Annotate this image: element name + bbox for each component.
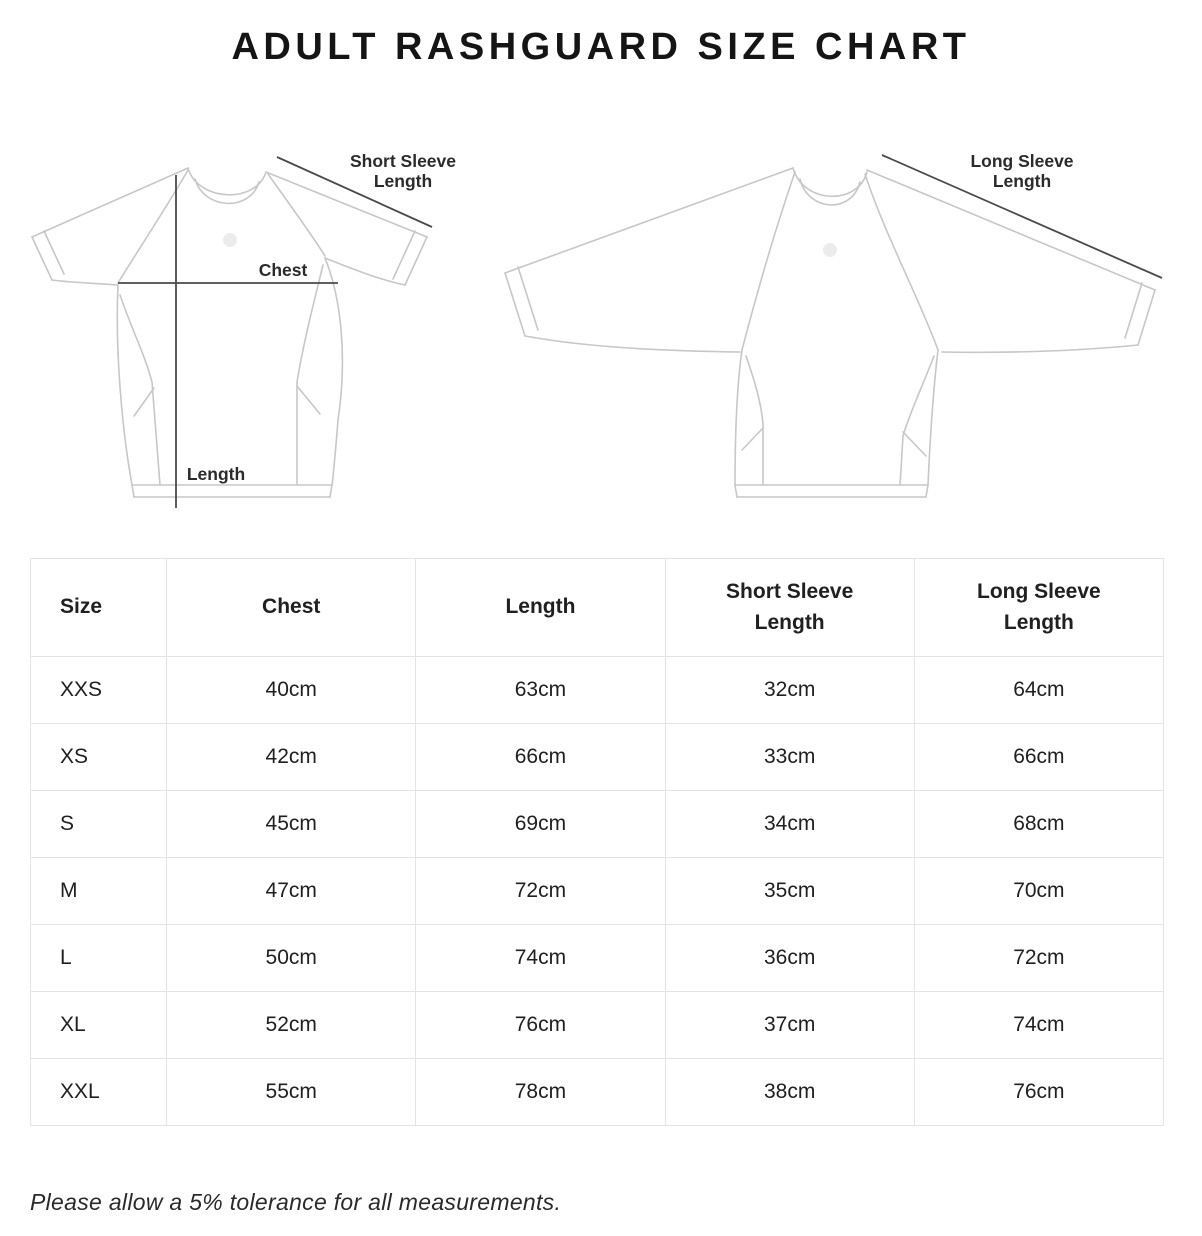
chest-cell: 55cm: [167, 1059, 416, 1126]
size-cell: M: [31, 858, 167, 925]
header-short-sleeve-length: Short Sleeve Length: [665, 559, 914, 657]
short-sleeve-cell: 33cm: [665, 724, 914, 791]
short-sleeve-cell: 35cm: [665, 858, 914, 925]
short-sleeve-measurements: [118, 151, 456, 508]
table-row: [31, 925, 1164, 992]
chest-label: Chest: [258, 260, 308, 280]
table-row: [31, 1059, 1164, 1126]
short-sleeve-length-label-line2: Length: [373, 171, 433, 191]
short-sleeve-shirt-outline: [32, 168, 427, 497]
length-label: Length: [186, 464, 246, 484]
long-sleeve-cell: 66cm: [914, 724, 1163, 791]
long-sleeve-length-label-line2: Length: [992, 171, 1052, 191]
tolerance-footnote: Please allow a 5% tolerance for all measurements.: [30, 1189, 562, 1215]
long-sleeve-cell: 70cm: [914, 858, 1163, 925]
long-sleeve-cell: 76cm: [914, 1059, 1163, 1126]
length-cell: 78cm: [416, 1059, 665, 1126]
long-sleeve-cell: 74cm: [914, 992, 1163, 1059]
table-row: [31, 657, 1164, 724]
header-chest: Chest: [167, 559, 416, 657]
length-cell: 74cm: [416, 925, 665, 992]
short-sleeve-length-label-line1: Short Sleeve: [349, 151, 457, 171]
long-sleeve-shirt-diagram: [490, 140, 1190, 515]
table-row: [31, 791, 1164, 858]
length-cell: 63cm: [416, 657, 665, 724]
long-sleeve-cell: 68cm: [914, 791, 1163, 858]
chest-logo-mark: [823, 243, 837, 257]
size-cell: L: [31, 925, 167, 992]
length-cell: 76cm: [416, 992, 665, 1059]
table-row: [31, 724, 1164, 791]
header-length: Length: [416, 559, 665, 657]
length-cell: 66cm: [416, 724, 665, 791]
table-header-row: [31, 559, 1164, 657]
chest-logo-mark: [223, 233, 237, 247]
short-sleeve-cell: 32cm: [665, 657, 914, 724]
long-sleeve-shirt-outline: [505, 168, 1155, 497]
header-long-sleeve-length: Long Sleeve Length: [914, 559, 1163, 657]
size-cell: XXS: [31, 657, 167, 724]
long-sleeve-cell: 64cm: [914, 657, 1163, 724]
garment-diagrams: [0, 140, 1202, 515]
chest-cell: 52cm: [167, 992, 416, 1059]
table-row: [31, 858, 1164, 925]
short-sleeve-cell: 38cm: [665, 1059, 914, 1126]
length-cell: 72cm: [416, 858, 665, 925]
long-sleeve-cell: 72cm: [914, 925, 1163, 992]
size-chart-table: [30, 558, 1164, 1126]
size-cell: S: [31, 791, 167, 858]
long-sleeve-length-label-line1: Long Sleeve: [970, 151, 1074, 171]
page-title: ADULT RASHGUARD SIZE CHART: [231, 26, 971, 68]
short-sleeve-cell: 34cm: [665, 791, 914, 858]
chest-cell: 40cm: [167, 657, 416, 724]
header-size: Size: [31, 559, 167, 657]
chest-cell: 50cm: [167, 925, 416, 992]
length-cell: 69cm: [416, 791, 665, 858]
size-cell: XS: [31, 724, 167, 791]
size-cell: XXL: [31, 1059, 167, 1126]
chest-cell: 47cm: [167, 858, 416, 925]
short-sleeve-cell: 37cm: [665, 992, 914, 1059]
chest-cell: 42cm: [167, 724, 416, 791]
table-row: [31, 992, 1164, 1059]
short-sleeve-shirt-diagram: [20, 140, 460, 515]
long-sleeve-measurements: [882, 151, 1162, 278]
short-sleeve-cell: 36cm: [665, 925, 914, 992]
chest-cell: 45cm: [167, 791, 416, 858]
size-cell: XL: [31, 992, 167, 1059]
